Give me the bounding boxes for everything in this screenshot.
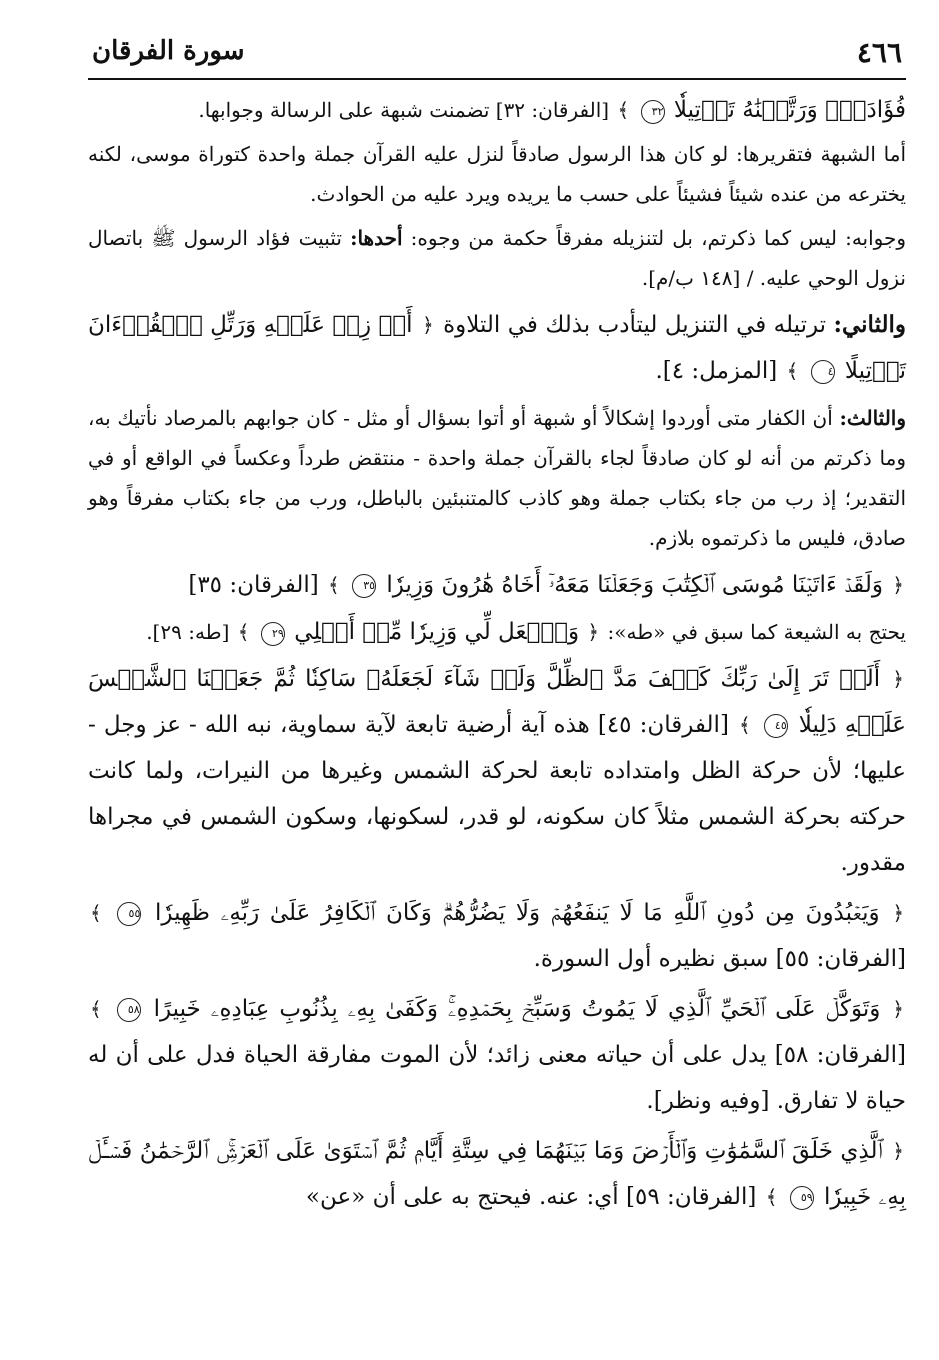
- quran-close-bracket: ﴾: [237, 620, 250, 644]
- paragraph: [88, 1128, 906, 1220]
- quran-verse: ٱلَّذِي خَلَقَ ٱلسَّمَٰوَٰتِ وَٱلۡأَرۡضَ وَمَا بَيۡنَهُمَا فِي سِتَّةِ أَيَّامٖ ثُمَّ ٱسۡتَوَىٰ عَلَى ٱلۡعَرۡشِۚ ٱلرَّحۡمَٰنُ فَسۡـَٔلۡ بِهِۦ خَبِيرٗا: [88, 1138, 906, 1210]
- commentary-text: أن الكفار متى أوردوا إشكالاً أو شبهة أو أتوا بسؤال أو مثل - كان جوابهم بالمرصاد نأتيك به، وما ذكرتم من أنه لو كان صادقاً لجاء بالقرآن جملة واحدة - منتقض طرداً وعكساً في الواقع أو في التقدير؛ إذ رب من جاء بكتاب جملة وهو كاذب كالمتنبئين بالباطل، ورب من جاء بكتاب مفرقاً وهو صادق، فليس ما ذكرتموه بلازم.: [88, 406, 906, 550]
- commentary-text: وجوابه: ليس كما ذكرتم، بل لتنزيله مفرقاً حكمة من وجوه:: [410, 226, 907, 250]
- page-header: [88, 30, 906, 80]
- quran-open-bracket: ﴿: [892, 573, 904, 597]
- quran-verse: وَيَعۡبُدُونَ مِن دُونِ ٱللَّهِ مَا لَا يَنفَعُهُمۡ وَلَا يَضُرُّهُمۡۗ وَكَانَ ٱلۡكَافِرُ عَلَىٰ رَبِّهِۦ ظَهِيرٗا: [155, 900, 880, 926]
- paragraph: [88, 90, 906, 130]
- commentary-text: تثبيت فؤاد الرسول ﷺ باتصال نزول الوحي عليه. / [١٤٨ ب/م].: [88, 226, 906, 290]
- quran-open-bracket: ﴿: [587, 620, 600, 644]
- quran-close-bracket: ﴾: [617, 98, 630, 122]
- ayah-number-icon: ٥٥: [117, 902, 141, 926]
- ayah-number-icon: ٢٩: [261, 622, 285, 646]
- commentary-text: [الفرقان: ٥٥] سبق نظيره أول السورة.: [533, 946, 906, 972]
- commentary-text: [المزمل: ٤].: [655, 358, 778, 384]
- quran-open-bracket: ﴿: [892, 667, 905, 691]
- page-body: [88, 90, 906, 1220]
- quran-close-bracket: ﴾: [786, 359, 799, 383]
- commentary-text: [الفرقان: ٥٩] أي: عنه. فيحتج به على أن «عن»: [305, 1184, 757, 1210]
- paragraph: [88, 302, 906, 394]
- paragraph: [88, 656, 906, 886]
- commentary-text: يحتج به الشيعة كما سبق في «طه»:: [607, 620, 906, 644]
- quran-verse: أَوۡ زِدۡ عَلَيۡهِ وَرَتِّلِ ٱلۡقُرۡءَانَ تَرۡتِيلًا: [88, 312, 906, 384]
- quran-verse: وَٱجۡعَل لِّي وَزِيرٗا مِّنۡ أَهۡلِي: [294, 619, 580, 645]
- point-label: والثاني:: [833, 311, 907, 338]
- commentary-text: ترتيله في التنزيل ليتأدب بذلك في التلاوة: [443, 312, 827, 338]
- quran-open-bracket: ﴿: [421, 313, 434, 337]
- commentary-text: [الفرقان: ٣٥]: [188, 572, 319, 598]
- quran-open-bracket: ﴿: [892, 997, 904, 1021]
- paragraph: [88, 612, 906, 652]
- page-number: ٤٦٦: [856, 36, 902, 69]
- quran-close-bracket: ﴾: [328, 573, 340, 597]
- paragraph: [88, 134, 906, 214]
- quran-open-bracket: ﴿: [892, 901, 905, 925]
- ayah-number-icon: ٥٨: [117, 998, 141, 1022]
- quran-verse: وَتَوَكَّلۡ عَلَى ٱلۡحَيِّ ٱلَّذِي لَا يَمُوتُ وَسَبِّحۡ بِحَمۡدِهِۦۚ وَكَفَىٰ بِهِۦ بِذُنُوبِ عِبَادِهِۦ خَبِيرًا: [153, 996, 881, 1022]
- ayah-number-icon: ٤٥: [764, 714, 788, 738]
- quran-open-bracket: ﴿: [892, 1139, 904, 1163]
- quran-close-bracket: ﴾: [765, 1185, 778, 1209]
- paragraph: [88, 890, 906, 982]
- paragraph: [88, 398, 906, 558]
- point-label: والثالث:: [839, 406, 907, 430]
- paragraph: [88, 562, 906, 608]
- commentary-text: [الفرقان: ٣٢] تضمنت شبهة على الرسالة وجوابها.: [198, 98, 610, 122]
- ayah-number-icon: ٣٥: [352, 574, 376, 598]
- quran-close-bracket: ﴾: [90, 997, 102, 1021]
- point-label: أحدها:: [350, 226, 403, 250]
- quran-verse: وَلَقَدۡ ءَاتَيۡنَا مُوسَى ٱلۡكِتَٰبَ وَجَعَلۡنَا مَعَهُۥٓ أَخَاهُ هَٰرُونَ وَزِيرٗا: [386, 572, 883, 598]
- surah-title: سورة الفرقان: [92, 36, 245, 66]
- paragraph: [88, 986, 906, 1124]
- paragraph: [88, 218, 906, 298]
- quran-verse: أَلَمۡ تَرَ إِلَىٰ رَبِّكَ كَيۡفَ مَدَّ ٱلظِّلَّ وَلَوۡ شَآءَ لَجَعَلَهُۥ سَاكِنٗا ثُمَّ جَعَلۡنَا ٱلشَّمۡسَ عَلَيۡهِ دَلِيلٗا: [88, 666, 907, 738]
- quran-close-bracket: ﴾: [90, 901, 102, 925]
- ayah-number-icon: ٤: [811, 360, 835, 384]
- quran-close-bracket: ﴾: [738, 713, 751, 737]
- commentary-text: [طه: ٢٩].: [146, 620, 230, 644]
- commentary-text: [الفرقان: ٥٨] يدل على أن حياته معنى زائد؛ لأن الموت مفارقة الحياة فدل على أن له حياة لا تفارق. [وفيه ونظر].: [88, 1042, 906, 1114]
- commentary-text: أما الشبهة فتقريرها: لو كان هذا الرسول صادقاً لنزل عليه القرآن جملة واحدة كتوراة موسى، لكنه يخترعه من عنده شيئاً فشيئاً على حسب ما يريده ويرد عليه من الحوادث.: [88, 142, 906, 206]
- commentary-text: [الفرقان: ٤٥] هذه آية أرضية تابعة لآية سماوية، نبه الله - عز وجل - عليها؛ لأن حركة الظل وامتداده تابعة لحركة الشمس وغيرها من النيرات، ولما كانت حركته بحركة الشمس مثلاً كان سكونه، لو قدر، لسكونها، وسكون الشمس في مجراها مقدور.: [88, 712, 906, 876]
- book-page: [88, 30, 906, 1330]
- ayah-number-icon: ٣٢: [641, 100, 665, 124]
- quran-verse: فُؤَادَكَۖ وَرَتَّلۡنَٰهُ تَرۡتِيلٗا: [673, 97, 906, 123]
- ayah-number-icon: ٥٩: [790, 1186, 814, 1210]
